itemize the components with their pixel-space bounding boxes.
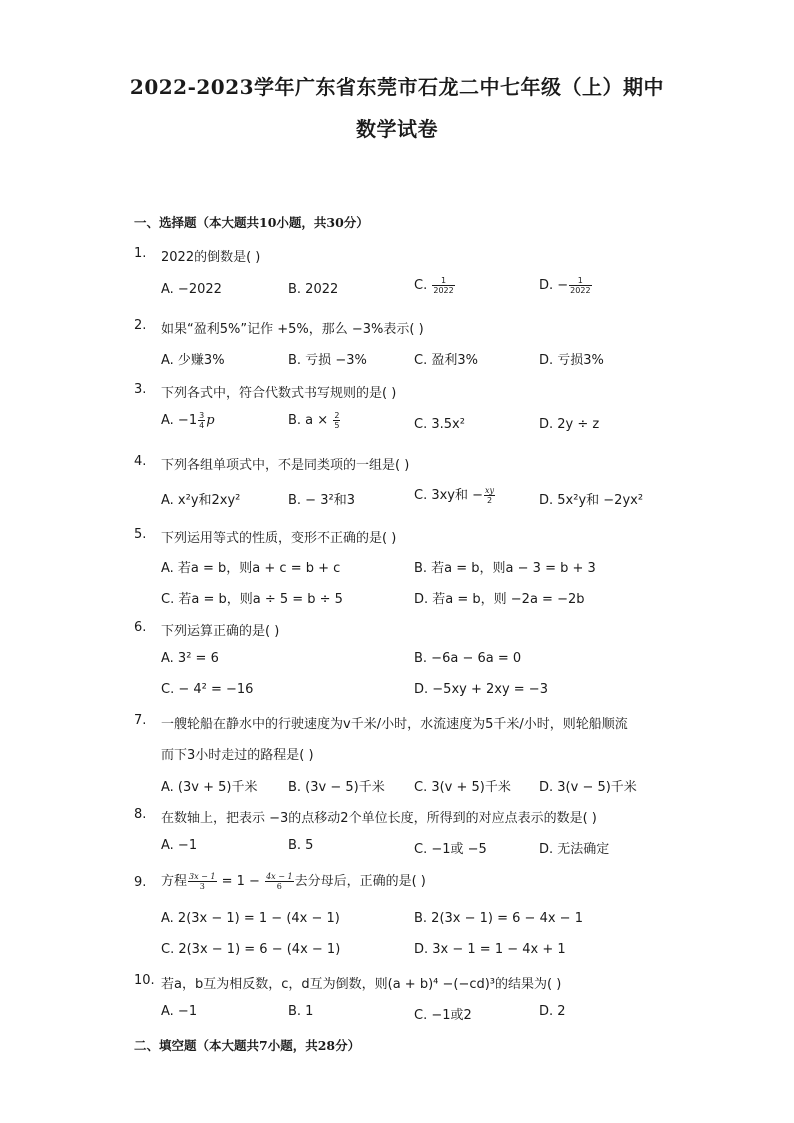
option-d: D. −5xy + 2xy = −3 [414,682,548,697]
question-number: 9. [134,875,147,890]
question-text: 而下3小时走过的路程是( ) [161,748,314,763]
question-number: 6. [134,620,147,635]
fraction-numerator: 1 [432,276,454,286]
exam-title-line1: 2022-2023学年广东省东莞市石龙二中七年级（上）期中 [129,75,665,99]
option-b [288,411,341,430]
question-text: 下列运算正确的是( ) [161,624,280,639]
question-text: 下列运用等式的性质，变形不正确的是( ) [161,531,397,546]
option-a: A. (3v + 5)千米 [161,780,258,795]
question-number: 5. [134,527,147,542]
option-b: B. 2(3x − 1) = 6 − 4x − 1 [414,911,583,926]
option-d: D. 无法确定 [539,842,610,857]
option-d: D. 2y ÷ z [539,417,600,432]
question-number: 10. [134,973,155,988]
question-number: 8. [134,807,147,822]
option-a: A. x²y和2xy² [161,493,241,508]
option-label: A. −1 [161,413,198,428]
option-c [414,484,496,505]
option-d: D. 3x − 1 = 1 − 4x + 1 [414,942,566,957]
question-text: 2022的倒数是( ) [161,250,261,265]
option-c: C. 盈利3% [414,353,478,368]
question-text: 如果“盈利5%”记作 +5%，那么 −3%表示( ) [161,322,424,337]
option-b: B. 亏损 −3% [288,353,367,368]
option-d: D. 5x²y和 −2yx² [539,493,644,508]
question-text [161,870,426,891]
fraction-denominator: 6 [276,882,282,891]
question-number: 3. [134,382,147,397]
option-b: B. (3v − 5)千米 [288,780,385,795]
option-b: B. 2022 [288,282,339,297]
question-text: 在数轴上，把表示 −3的点移动2个单位长度，所得到的对应点表示的数是( ) [161,811,597,826]
fraction-denominator: 5 [334,421,340,430]
option-d: D. 2 [539,1004,566,1019]
option-c: C. − 4² = −16 [161,682,254,697]
option-label: B. a × [288,413,333,428]
option-label: C. 3xy和 − [414,488,484,503]
option-c: C. 若a = b，则a ÷ 5 = b ÷ 5 [161,592,343,607]
option-d: D. 若a = b，则 −2a = −2b [414,592,585,607]
question-text: 下列各式中，符合代数式书写规则的是( ) [161,386,397,401]
option-a: A. 2(3x − 1) = 1 − (4x − 1) [161,911,340,926]
variable: p [206,413,215,428]
option-c [414,276,456,295]
option-c: C. 3(v + 5)千米 [414,780,511,795]
option-b: B. 1 [288,1004,314,1019]
text-segment: = 1 − [217,874,265,889]
option-a: A. 若a = b，则a + c = b + c [161,561,341,576]
section-heading-choice: 一、选择题（本大题共10小题，共30分） [134,215,369,230]
option-b: B. 5 [288,838,314,853]
option-d: D. 3(v − 5)千米 [539,780,637,795]
question-number: 7. [134,713,147,728]
option-d: D. 亏损3% [539,353,604,368]
option-b: B. 若a = b，则a − 3 = b + 3 [414,561,596,576]
option-a: A. 3² = 6 [161,651,219,666]
option-label: C. [414,278,428,293]
fraction-denominator: 2022 [570,286,591,295]
option-c: C. −1或 −5 [414,842,487,857]
fraction-numerator: 1 [569,276,591,286]
section-heading-fill-in: 二、填空题（本大题共7小题，共28分） [134,1038,361,1053]
exam-title-line2: 数学试卷 [356,117,438,141]
question-number: 2. [134,318,147,333]
fraction-denominator: 2 [487,496,493,505]
question-text: 一艘轮船在静水中的行驶速度为v千米/小时，水流速度为5千米/小时，则轮船顺流 [161,717,628,732]
fraction-numerator: xy [485,486,495,495]
option-c: C. 2(3x − 1) = 6 − (4x − 1) [161,942,341,957]
fraction-numerator: 4x − 1 [266,872,293,881]
option-c: C. 3.5x² [414,417,465,432]
question-text: 下列各组单项式中，不是同类项的一组是( ) [161,458,410,473]
fraction-numerator: 2 [334,411,340,420]
question-number: 1. [134,246,147,261]
fraction-denominator: 4 [199,421,205,430]
option-b: B. −6a − 6a = 0 [414,651,522,666]
question-text: 若a，b互为相反数，c，d互为倒数，则(a + b)⁴ −(−cd)³的结果为( ) [161,977,562,992]
option-d [539,276,593,295]
option-label: D. − [539,278,569,293]
option-a: A. −1 [161,838,198,853]
option-a: A. 少赚3% [161,353,225,368]
fraction-numerator: 3x − 1 [189,872,216,881]
option-a: A. −2022 [161,282,222,297]
option-c: C. −1或2 [414,1008,472,1023]
fraction-numerator: 3 [199,411,205,420]
option-a: A. −1 [161,1004,198,1019]
option-a [161,411,215,430]
question-number: 4. [134,454,147,469]
fraction-denominator: 2022 [433,286,454,295]
fraction-denominator: 3 [199,882,205,891]
text-segment: 去分母后，正确的是( ) [294,874,426,889]
text-segment: 方程 [161,874,188,889]
option-b: B. − 3²和3 [288,493,355,508]
